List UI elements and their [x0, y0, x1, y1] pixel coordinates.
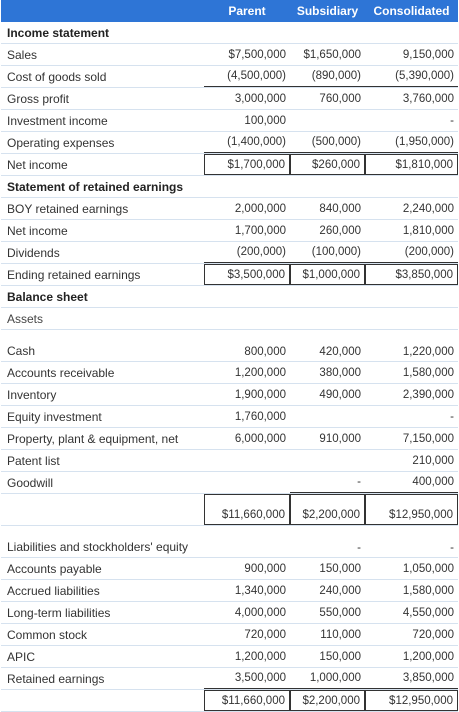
- parent-value: 6,000,000: [234, 432, 286, 445]
- table-row: [1, 362, 458, 384]
- subsidiary-value: (500,000): [290, 132, 365, 153]
- table-row: [1, 624, 458, 646]
- consolidated-value: 4,550,000: [402, 606, 454, 619]
- row-label: [1, 690, 204, 711]
- parent-value: 4,000,000: [234, 606, 286, 619]
- row-label: Retained earnings: [7, 671, 105, 686]
- consolidated-value: 2,240,000: [402, 202, 454, 215]
- table-row: [1, 580, 458, 602]
- subsidiary-value: [290, 406, 365, 427]
- consolidated-value: [365, 308, 458, 329]
- consolidated-value: 1,810,000: [402, 224, 454, 237]
- financial-statements-table: [1, 0, 458, 712]
- header-parent: Parent: [228, 4, 266, 18]
- total-row: [1, 690, 458, 712]
- consolidated-value: 1,220,000: [402, 346, 454, 358]
- subsidiary-value: [290, 450, 365, 471]
- parent-value: 1,700,000: [234, 224, 286, 237]
- row-label: Patent list: [7, 453, 60, 468]
- header-subsidiary: Subsidiary: [296, 4, 359, 18]
- consolidated-value: $3,850,000: [365, 264, 458, 285]
- parent-value: 1,200,000: [234, 650, 286, 663]
- consolidated-value: 1,200,000: [402, 650, 454, 663]
- total-row: [1, 494, 458, 526]
- parent-value: $11,660,000: [204, 690, 290, 711]
- parent-value: 3,000,000: [234, 92, 286, 105]
- row-label: Long-term liabilities: [7, 605, 111, 620]
- consolidated-value: $12,950,000: [365, 690, 458, 711]
- parent-value: [204, 450, 290, 471]
- consolidated-value: [365, 286, 458, 307]
- section-heading-row: [1, 176, 458, 198]
- consolidated-value: 7,150,000: [402, 432, 454, 445]
- table-row: [1, 44, 458, 66]
- row-label: APIC: [7, 649, 36, 664]
- consolidated-value: 1,580,000: [402, 366, 454, 379]
- table-row: [1, 428, 458, 450]
- consolidated-value: 2,390,000: [402, 388, 454, 401]
- parent-value: [204, 286, 290, 307]
- consolidated-value: 3,850,000: [365, 668, 458, 689]
- table-row: [1, 308, 458, 330]
- subsidiary-value: [290, 308, 365, 329]
- subsidiary-value: [290, 176, 365, 197]
- parent-value: 1,760,000: [234, 410, 286, 423]
- subsidiary-value: $260,000: [290, 154, 365, 175]
- parent-value: (4,500,000): [204, 66, 290, 87]
- table-row: [1, 66, 458, 88]
- parent-value: [204, 176, 290, 197]
- row-label: Accounts receivable: [7, 365, 115, 380]
- subsidiary-value: 1,000,000: [290, 668, 365, 689]
- column-header-row: [1, 0, 458, 22]
- consolidated-value: (5,390,000): [365, 66, 458, 87]
- row-label: [1, 494, 204, 525]
- table-row: [1, 220, 458, 242]
- subsidiary-value: 840,000: [319, 202, 361, 215]
- row-label: BOY retained earnings: [7, 201, 129, 216]
- parent-value: 1,340,000: [234, 584, 286, 597]
- subsidiary-value: (890,000): [290, 66, 365, 87]
- subsidiary-value: [290, 110, 365, 131]
- section-title: Statement of retained earnings: [7, 179, 184, 194]
- header-consolidated: Consolidated: [373, 4, 450, 18]
- parent-value: [204, 472, 290, 493]
- table-row: [1, 526, 458, 558]
- table-row: [1, 154, 458, 176]
- table-row: [1, 330, 458, 362]
- consolidated-value: [365, 22, 458, 43]
- subsidiary-value: -: [290, 472, 365, 493]
- parent-value: [204, 526, 290, 557]
- row-label: Operating expenses: [7, 135, 115, 150]
- subsidiary-value: 240,000: [319, 584, 361, 597]
- parent-value: $3,500,000: [204, 264, 290, 285]
- table-row: [1, 646, 458, 668]
- table-row: [1, 384, 458, 406]
- subsidiary-value: 380,000: [319, 366, 361, 379]
- subsidiary-value: $1,650,000: [303, 48, 361, 61]
- subsidiary-value: $1,000,000: [290, 264, 365, 285]
- row-label: Net income: [7, 223, 68, 238]
- consolidated-value: 400,000: [365, 472, 458, 493]
- row-label: Dividends: [7, 245, 60, 260]
- subsidiary-value: 420,000: [319, 346, 361, 358]
- header-label-cell: [1, 0, 204, 22]
- row-label: Ending retained earnings: [7, 267, 141, 282]
- subsidiary-value: 150,000: [319, 562, 361, 575]
- row-label: Accrued liabilities: [7, 583, 100, 598]
- table-row: [1, 558, 458, 580]
- subsidiary-value: 110,000: [320, 628, 361, 641]
- table-row: [1, 406, 458, 428]
- parent-value: $1,700,000: [204, 154, 290, 175]
- subsidiary-value: 150,000: [319, 650, 361, 663]
- parent-value: 900,000: [244, 562, 286, 575]
- section-heading-row: [1, 286, 458, 308]
- table-row: [1, 602, 458, 624]
- row-label: Common stock: [7, 627, 88, 642]
- row-label: Liabilities and stockholders' equity: [7, 540, 189, 554]
- row-label: Assets: [7, 311, 44, 326]
- consolidated-value: $1,810,000: [365, 154, 458, 175]
- section-heading-row: [1, 22, 458, 44]
- row-label: Accounts payable: [7, 561, 102, 576]
- subsidiary-value: (100,000): [290, 242, 365, 263]
- row-label: Inventory: [7, 387, 57, 402]
- subsidiary-value: -: [357, 542, 361, 554]
- table-row: [1, 132, 458, 154]
- parent-value: 2,000,000: [234, 202, 286, 215]
- consolidated-value: 720,000: [412, 628, 454, 641]
- table-row: [1, 110, 458, 132]
- row-label: Cash: [7, 344, 36, 358]
- subsidiary-value: [290, 286, 365, 307]
- table-body: [1, 22, 458, 712]
- parent-value: $7,500,000: [228, 48, 286, 61]
- consolidated-value: 1,580,000: [402, 584, 454, 597]
- row-label: Net income: [7, 157, 68, 172]
- consolidated-value: 210,000: [412, 454, 454, 467]
- row-label: Sales: [7, 47, 38, 62]
- consolidated-value: (200,000): [365, 242, 458, 263]
- consolidated-value: 3,760,000: [402, 92, 454, 105]
- row-label: Goodwill: [7, 475, 54, 490]
- consolidated-value: (1,950,000): [365, 132, 458, 153]
- parent-value: [204, 22, 290, 43]
- parent-value: 800,000: [244, 346, 286, 358]
- parent-value: 100,000: [244, 114, 286, 127]
- row-label: Equity investment: [7, 409, 102, 424]
- subsidiary-value: [290, 22, 365, 43]
- parent-value: (1,400,000): [204, 132, 290, 153]
- consolidated-value: -: [450, 542, 454, 554]
- consolidated-value: -: [450, 410, 454, 423]
- table-row: [1, 264, 458, 286]
- section-title: Income statement: [7, 25, 110, 40]
- parent-value: 720,000: [244, 628, 286, 641]
- section-title: Balance sheet: [7, 289, 88, 304]
- subsidiary-value: 490,000: [319, 388, 361, 401]
- parent-value: $11,660,000: [204, 494, 290, 525]
- row-label: Cost of goods sold: [7, 69, 107, 84]
- consolidated-value: 1,050,000: [402, 562, 454, 575]
- parent-value: 3,500,000: [204, 668, 290, 689]
- table-row: [1, 88, 458, 110]
- subsidiary-value: 550,000: [319, 606, 361, 619]
- subsidiary-value: 260,000: [319, 224, 361, 237]
- consolidated-value: -: [450, 114, 454, 127]
- row-label: Investment income: [7, 113, 108, 128]
- table-row: [1, 472, 458, 494]
- consolidated-value: 9,150,000: [402, 48, 454, 61]
- subsidiary-value: $2,200,000: [290, 494, 365, 525]
- consolidated-value: [365, 176, 458, 197]
- table-row: [1, 198, 458, 220]
- parent-value: (200,000): [204, 242, 290, 263]
- row-label: Gross profit: [7, 91, 70, 106]
- subsidiary-value: 760,000: [319, 92, 361, 105]
- parent-value: 1,900,000: [234, 388, 286, 401]
- consolidated-value: $12,950,000: [365, 494, 458, 525]
- parent-value: 1,200,000: [234, 366, 286, 379]
- row-label: Property, plant & equipment, net: [7, 431, 179, 446]
- parent-value: [204, 308, 290, 329]
- table-row: [1, 242, 458, 264]
- subsidiary-value: 910,000: [319, 432, 361, 445]
- table-row: [1, 450, 458, 472]
- subsidiary-value: $2,200,000: [290, 690, 365, 711]
